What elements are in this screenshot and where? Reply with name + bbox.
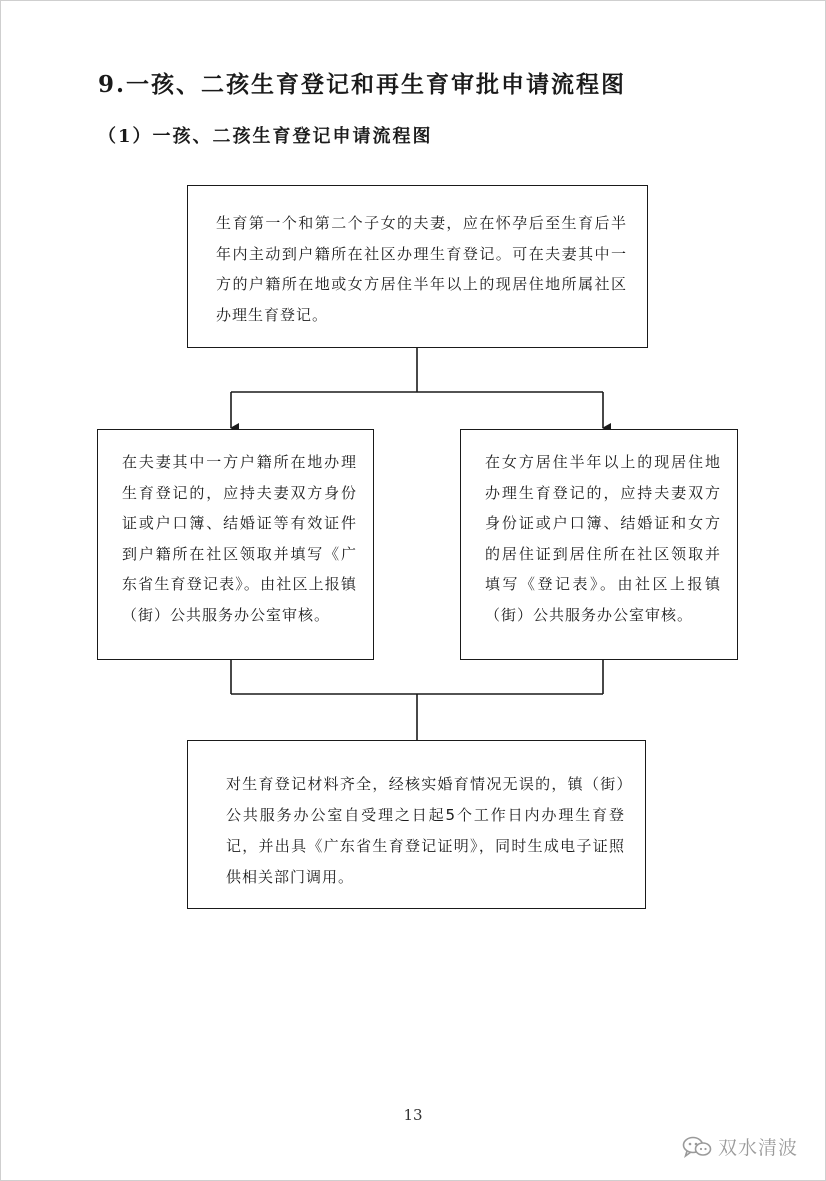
page-title: 9.一孩、二孩生育登记和再生育审批申请流程图 — [98, 71, 627, 98]
flow-box-residence-registration-text: 在女方居住半年以上的现居住地办理生育登记的，应持夫妻双方身份证或户口簿、结婚证和女方的居住证到居住所在社区领取并填写《登记表》。由社区上报镇（街）公共服务办公室审核。 — [485, 453, 721, 624]
section-subtitle: （1）一孩、二孩生育登记申请流程图 — [98, 126, 433, 147]
page-number: 13 — [403, 1106, 423, 1124]
watermark-text: 双水清波 — [717, 1137, 798, 1159]
flow-box-household-registration-text: 在夫妻其中一方户籍所在地办理生育登记的，应持夫妻双方身份证或户口簿、结婚证等有效证件到户籍所在社区领取并填写《广东省生育登记表》。由社区上报镇（街）公共服务办公室审核。 — [122, 453, 357, 624]
flow-box-result — [187, 740, 646, 909]
flow-box-start-text: 生育第一个和第二个子女的夫妻，应在怀孕后至生育后半年内主动到户籍所在社区办理生育登记。可在夫妻其中一方的户籍所在地或女方居住半年以上的现居住地所属社区办理生育登记。 — [216, 214, 627, 324]
flow-box-result-text: 对生育登记材料齐全，经核实婚育情况无误的，镇（街）公共服务办公室自受理之日起5个工作日内办理生育登记，并出具《广东省生育登记证明》，同时生成电子证照供相关部门调用。 — [226, 775, 625, 886]
flow-box-start — [187, 185, 648, 348]
chat-bubbles-icon — [682, 1135, 712, 1159]
flow-box-household-registration — [97, 429, 374, 660]
watermark — [682, 1133, 798, 1160]
flow-box-residence-registration — [460, 429, 738, 660]
